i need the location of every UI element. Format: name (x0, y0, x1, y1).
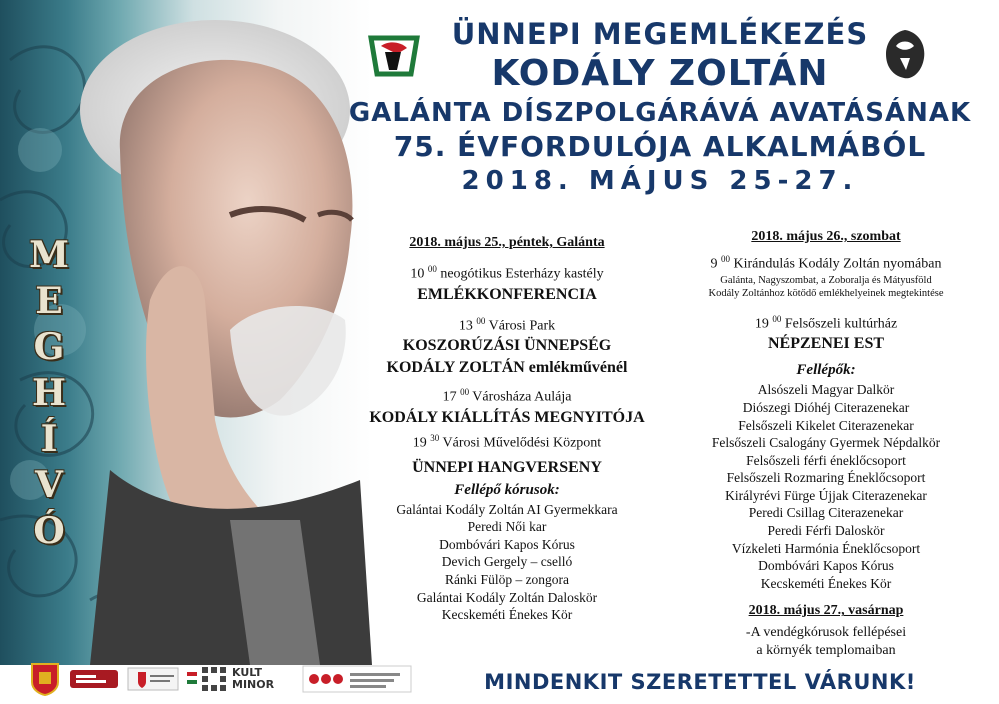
vertical-invitation-word (24, 232, 74, 554)
list-item: Diószegi Dióhéj Citerazenekar (742, 399, 910, 415)
list-item: Peredi Csillag Citerazenekar (748, 505, 904, 521)
list-item: Felsőszeli Csalogány Gyermek Népdalkör (711, 435, 941, 451)
list-item: Kecskeméti Énekes Kör (441, 607, 573, 623)
day3-line: -A vendégkórusok fellépései (745, 625, 907, 641)
day3-line: a környék templomaiban (756, 643, 896, 659)
city-coat-of-arms-icon (30, 662, 60, 696)
vertical-letter: Í (40, 418, 58, 460)
vertical-letter: M (29, 234, 69, 276)
day1-heading: 2018. május 25., péntek, Galánta (409, 235, 605, 250)
program-day2 (668, 228, 984, 660)
list-item: Felsőszeli Rozmaring Éneklőcsoport (726, 470, 926, 486)
event-title-block (330, 16, 990, 198)
day2-event1-time: 9 $^{00}$ Kirándulás Kodály Zoltán nyomában (710, 254, 942, 272)
list-item: Ránki Fülöp – zongora (444, 572, 570, 587)
list-item: Galántai Kodály Zoltán Daloskör (416, 589, 598, 605)
list-item: Kecskeméti Énekes Kör (760, 575, 892, 591)
list-item: Felsőszeli férfi éneklőcsoport (746, 452, 906, 468)
minor-text: MINOR (232, 678, 275, 691)
vertical-letter: G (33, 326, 65, 368)
portrait-panel (0, 0, 372, 665)
day2-heading: 2018. május 26., szombat (751, 229, 901, 244)
list-item: Peredi Női kar (467, 519, 547, 535)
day1-event3-time: 17 $^{00}$ Városháza Aulája (442, 387, 572, 405)
list-item: Galántai Kodály Zoltán AI Gyermekkara (396, 501, 618, 517)
program-day1 (348, 234, 666, 624)
vertical-letter: E (35, 280, 63, 322)
list-item: Dombóvári Kapos Kórus (439, 536, 575, 552)
list-item: Felsőszeli Kikelet Citerazenekar (738, 417, 914, 433)
sponsor-logo-red-icon (68, 662, 120, 696)
list-item: Alsószeli Magyar Dalkör (757, 382, 895, 398)
government-emblem-icon (126, 662, 180, 696)
day1-event1-time: 10 $^{00}$ neogótikus Esterházy kastély (410, 264, 604, 282)
flag-icon (186, 662, 198, 696)
list-item: Devich Gergely – cselló (441, 554, 573, 570)
event-dates: 2018. MÁJUS 25-27. (461, 166, 859, 196)
day1-event4-title: ÜNNEPI HANGVERSENY (412, 458, 602, 476)
invitation-closing-line: MINDENKIT SZERETETTEL VÁRUNK! (484, 670, 916, 694)
day2-event1-note: Kodály Zoltánhoz kötődő emlékhelyeinek megtekintése (708, 287, 944, 299)
day2-event2-time: 19 $^{00}$ Felsőszeli kultúrház (754, 313, 898, 332)
day2-performers-title: Fellépők: (796, 362, 856, 379)
kult-text: KULT (232, 666, 262, 679)
day1-event2-subtitle: KODÁLY ZOLTÁN emlékművénél (386, 359, 628, 377)
day2-event1-note: Galánta, Nagyszombat, a Zoboralja és Mátyusföld (720, 274, 932, 286)
list-item: Vízkeleti Harmónia Éneklőcsoport (731, 540, 921, 556)
day1-event1-title: EMLÉKKONFERENCIA (417, 285, 597, 303)
day1-performers-title: Fellépő kórusok: (454, 481, 560, 498)
vertical-letter: V (35, 464, 63, 506)
list-item: Dombóvári Kapos Kórus (758, 558, 894, 574)
event-title-line1: ÜNNEPI MEGEMLÉKEZÉS (451, 17, 869, 51)
day2-event2-title: NÉPZENEI EST (767, 335, 885, 353)
day1-event2-time: 13 $^{00}$ Városi Park (458, 315, 556, 334)
sponsor-logo-circles-icon (302, 662, 412, 696)
event-title-line3: GALÁNTA DÍSZPOLGÁRÁVÁ AVATÁSÁNAK (348, 98, 972, 128)
list-item: Királyrévi Fürge Újjak Citerazenekar (725, 487, 927, 503)
event-title-name: KODÁLY ZOLTÁN (491, 53, 829, 94)
vertical-letter: Ó (33, 510, 65, 552)
kult-minor-logo (200, 662, 292, 696)
vertical-letter: H (31, 372, 66, 414)
kult-minor-pattern-icon (200, 665, 228, 693)
day1-event3-title: KODÁLY KIÁLLÍTÁS MEGNYITÓJA (369, 408, 645, 426)
event-title-line4: 75. ÉVFORDULÓJA ALKALMÁBÓL (393, 130, 927, 163)
day1-event4-time: 19 $^{30}$ Városi Művelődési Központ (412, 432, 602, 451)
list-item: Peredi Férfi Daloskör (767, 523, 885, 539)
day3-heading: 2018. május 27., vasárnap (748, 603, 904, 619)
day1-event2-title: KOSZORÚZÁSI ÜNNEPSÉG (402, 337, 612, 355)
